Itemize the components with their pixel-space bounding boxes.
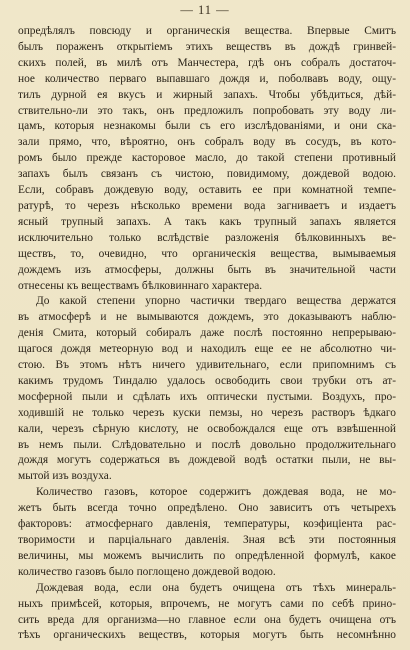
text-line: ществъ, то, очевидно, что органическія вещества, вымываемыя	[18, 247, 396, 260]
text-line: творимости и парціальнаго давленія. Зная всѣ эти постоянныя	[18, 534, 396, 546]
text-line: ходившій не только черезъ куски пемзы, но черезъ растворъ ѣдкаго	[18, 406, 396, 419]
text-line: величины, мы можемъ вычислить по опредѣленной формулѣ, какое	[18, 549, 396, 562]
text-line: скихъ полей, въ милѣ отъ Манчестера, гдѣ онъ собралъ достаточ-	[18, 56, 396, 69]
text-line: денія Смита, который собиралъ даже послѣ постоянно непрерываю-	[18, 327, 396, 340]
text-line: тѣхъ органическихъ веществъ, которыя могутъ быть несомнѣнно	[18, 629, 396, 642]
text-line: стою. Въ этомъ нѣтъ ничего удивительнаго, если припомнимъ съ	[18, 359, 396, 372]
text-line: количество газовъ было поглощено дождевой водою.	[18, 565, 276, 578]
text-line: въ атмосферѣ и не вымываются дождемъ, это доказываютъ наблю-	[18, 311, 396, 324]
text-line: былъ пораженъ открытіемъ этихъ веществъ въ дождѣ гринвей-	[18, 40, 396, 53]
text-line: ное количество перваго выпавшаго дождя и, поболвавъ воду, ощу-	[18, 72, 396, 85]
text-line: щагося дождя метеорную вод и находилъ еще ее не абсолютно чи-	[18, 343, 396, 356]
text-line: ясный трупный запахъ. А такъ какъ трупный запахъ является	[18, 215, 396, 228]
text-line: въ немъ пыли. Слѣдовательно и послѣ довольно продолжительнаго	[18, 438, 396, 451]
text-line: дождя могутъ содержаться въ дождевой водѣ остатки пыли, не вы-	[18, 454, 396, 467]
paragraph	[18, 581, 396, 645]
text-line: мосферной пыли и сдѣлать ихъ оптически пустыми. Воздухъ, про-	[18, 390, 396, 403]
text-line: зали прямо, что, вѣроятно, онъ собралъ воду въ сосудъ, въ кото-	[18, 136, 396, 149]
text-line: тилъ дурной ея вкусъ и жирный запахъ. Чтобы убѣдиться, дѣй-	[18, 88, 396, 101]
page-header: — 11 —	[180, 3, 230, 17]
text-line: запахъ былъ связанъ съ чистою, повидимому, дождевой водою.	[18, 168, 396, 181]
text-line: ромъ было прежде касторовое масло, до такой степени противный	[18, 152, 396, 165]
text-line: ратурѣ, то черезъ нѣсколько времени вода загниваетъ и издаетъ	[18, 199, 396, 212]
text-line: отнесены къ веществамъ бѣлковиннаго характера.	[18, 279, 263, 292]
text-line: какимъ трудомъ Тиндалю удалось освободить свои трубки отъ ат-	[18, 374, 396, 387]
body-text	[18, 24, 396, 644]
paragraph	[18, 294, 396, 485]
text-line: ствительно-ли это такъ, онъ предложилъ попробовать эту воду ли-	[18, 104, 396, 117]
text-line: сить вреда для организма—но главное если она будетъ очищена отъ	[18, 613, 396, 626]
text-line: ныхъ примѣсей, которыя, впрочемъ, не могутъ сами по себѣ прино-	[18, 597, 396, 610]
text-line: До какой степени упорно частички твердаго вещества держатся	[36, 295, 396, 308]
text-line: исключительно только вслѣдствіе разложенія бѣлковинныхъ ве-	[18, 231, 396, 244]
text-line: факторовъ: атмосфернаго давленія, температуры, коэфиціента рас-	[18, 518, 396, 531]
text-line: цамъ, которыя незнакомы были съ его изслѣдованіями, и они ска-	[18, 120, 396, 133]
text-line: Дождевая вода, если она будетъ очищена отъ тѣхъ минераль-	[36, 581, 396, 594]
paragraph	[18, 24, 396, 294]
text-line: Количество газовъ, которое содержитъ дождевая вода, не мо-	[36, 486, 396, 499]
text-line: Если, собравъ дождевую воду, оставить ее при комнатной темпе-	[18, 184, 396, 197]
text-line: дождемъ изъ атмосферы, должны быть въ значительной части	[18, 263, 396, 276]
text-line: опредѣлялъ повсюду и органическія вещества. Впервые Смитъ	[18, 25, 396, 37]
paragraph	[18, 485, 396, 580]
text-line: мытой изъ воздуха.	[18, 470, 112, 483]
text-line: кали, черезъ сѣрную кислоту, не освобождался еще отъ взвѣшенной	[18, 422, 396, 435]
text-line: жетъ быть всегда точно опредѣлено. Оно зависитъ отъ четырехъ	[18, 502, 396, 515]
